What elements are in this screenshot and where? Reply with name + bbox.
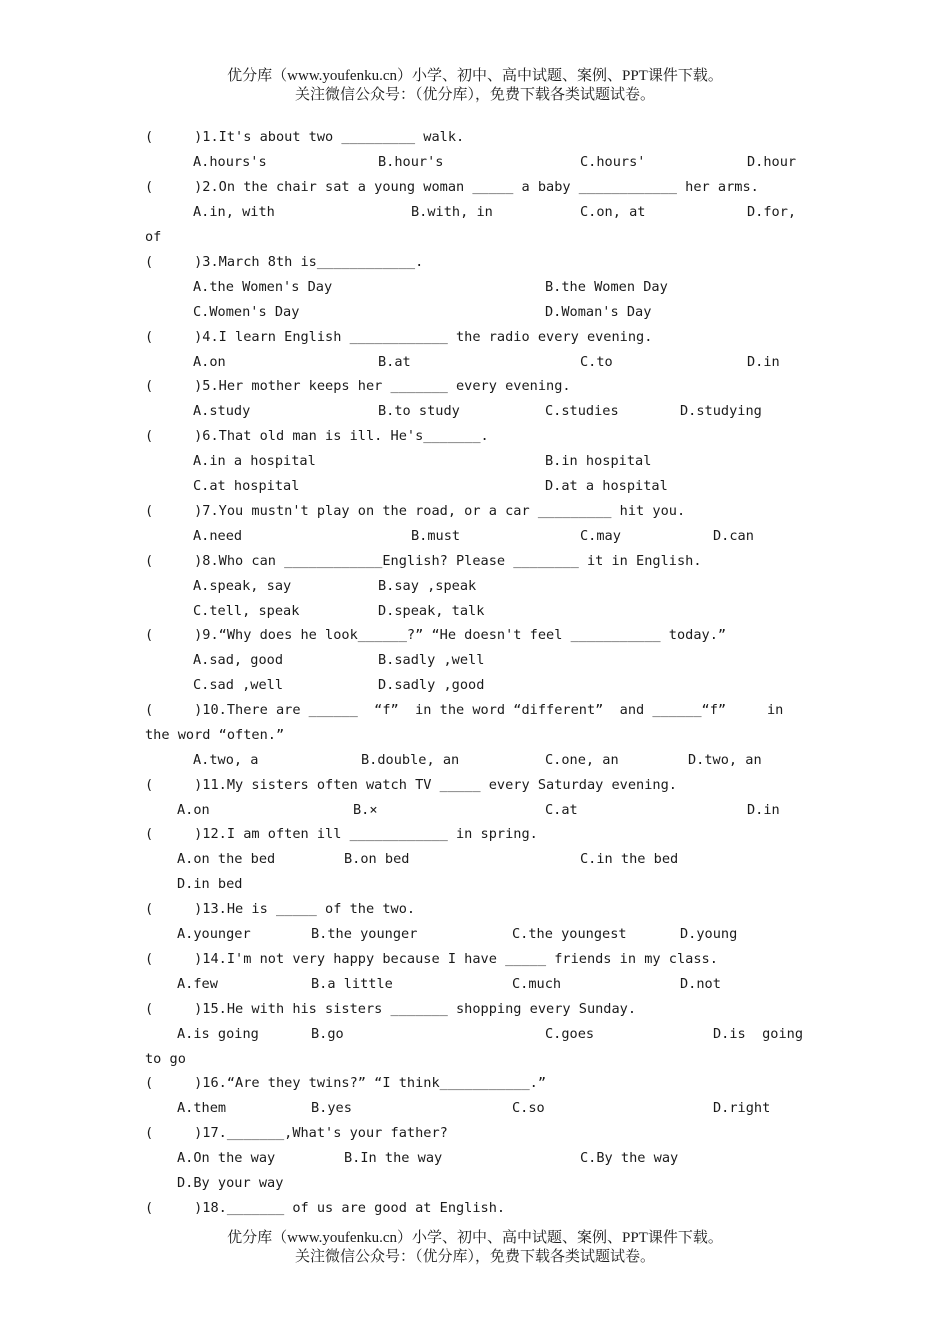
question-stem: ( )4.I learn English ____________ the radio every evening. <box>145 329 653 345</box>
option-c: C.Women's Day <box>193 304 300 320</box>
option-c: C.at <box>545 802 578 818</box>
question-stem: ( )7.You mustn't play on the road, or a car _________ hit you. <box>145 503 686 519</box>
option-b: B.× <box>353 802 378 818</box>
question-stem: ( )5.Her mother keeps her _______ every evening. <box>145 378 571 394</box>
option-c: C.sad ,well <box>193 677 284 693</box>
question-stem: ( )16.“Are they twins?” “I think___________.” <box>145 1075 547 1091</box>
option-d: D.hour <box>747 154 797 170</box>
option-a: A.sad, good <box>193 652 284 668</box>
option-d: D.not <box>680 976 721 992</box>
option-b: B.to study <box>378 403 460 419</box>
option-b: B.In the way <box>344 1150 443 1166</box>
option-d: D.at a hospital <box>545 478 668 494</box>
option-d: D.two, an <box>688 752 762 768</box>
question-stem: ( )2.On the chair sat a young woman _____ a baby ____________ her arms. <box>145 179 759 195</box>
option-b: B.say ,speak <box>378 578 477 594</box>
option-c: C.so <box>512 1100 545 1116</box>
option-d: D.can <box>713 528 754 544</box>
footer-line-1: 优分库（www.youfenku.cn）小学、初中、高中试题、案例、PPT课件下载。 <box>227 1230 723 1246</box>
option-a: A.in a hospital <box>193 453 316 469</box>
option-c: C.hours' <box>580 154 646 170</box>
option-c: C.one, an <box>545 752 619 768</box>
option-b: B.double, an <box>361 752 460 768</box>
question-stem: ( )10.There are ______ “f” in the word “different” and ______“f” in <box>145 702 784 718</box>
option-b: B.at <box>378 354 411 370</box>
option-b: B.in hospital <box>545 453 652 469</box>
option-b: B.go <box>311 1026 344 1042</box>
option-a: A.them <box>177 1100 227 1116</box>
question-stem: ( )17._______,What's your father? <box>145 1125 448 1141</box>
option-b: B.the Women Day <box>545 279 668 295</box>
option-b: B.hour's <box>378 154 444 170</box>
option-c: C.in the bed <box>580 851 679 867</box>
option-a: A.hours's <box>193 154 267 170</box>
option-b: B.a little <box>311 976 393 992</box>
question-stem: ( )8.Who can ____________English? Please ________ it in English. <box>145 553 702 569</box>
option-b: B.on bed <box>344 851 410 867</box>
question-stem: ( )3.March 8th is____________. <box>145 254 424 270</box>
option-a: A.on the bed <box>177 851 276 867</box>
question-stem: ( )12.I am often ill ____________ in spring. <box>145 826 538 842</box>
option-a: A.speak, say <box>193 578 292 594</box>
wrapped-text: of <box>145 229 162 245</box>
question-stem: ( )18._______ of us are good at English. <box>145 1200 506 1216</box>
option-d: D.By your way <box>177 1175 284 1191</box>
wrapped-text: the word “often.” <box>145 727 285 743</box>
header-line-2: 关注微信公众号：（优分库），免费下载各类试题试卷。 <box>294 87 655 103</box>
option-d: D.right <box>713 1100 771 1116</box>
option-d: D.is going <box>713 1026 804 1042</box>
option-d: D.studying <box>680 403 762 419</box>
question-stem: ( )1.It's about two _________ walk. <box>145 129 465 145</box>
option-d: D.Woman's Day <box>545 304 652 320</box>
option-d: D.in <box>747 354 780 370</box>
option-b: B.the younger <box>311 926 418 942</box>
option-d: D.speak, talk <box>378 603 485 619</box>
wrapped-text: to go <box>145 1051 186 1067</box>
option-d: D.for, <box>747 204 797 220</box>
option-a: A.the Women's Day <box>193 279 333 295</box>
option-d: D.young <box>680 926 738 942</box>
option-d: D.in <box>747 802 780 818</box>
option-c: C.to <box>580 354 613 370</box>
option-c: C.at hospital <box>193 478 300 494</box>
question-stem: ( )11.My sisters often watch TV _____ every Saturday evening. <box>145 777 677 793</box>
option-a: A.is going <box>177 1026 259 1042</box>
footer-line-2: 关注微信公众号：（优分库），免费下载各类试题试卷。 <box>294 1249 655 1265</box>
option-a: A.on <box>193 354 226 370</box>
question-stem: ( )15.He with his sisters _______ shopping every Sunday. <box>145 1001 637 1017</box>
question-stem: ( )14.I'm not very happy because I have _____ friends in my class. <box>145 951 718 967</box>
option-a: A.in, with <box>193 204 275 220</box>
option-c: C.By the way <box>580 1150 679 1166</box>
option-a: A.need <box>193 528 243 544</box>
question-stem: ( )13.He is _____ of the two. <box>145 901 416 917</box>
option-b: B.yes <box>311 1100 352 1116</box>
option-a: A.two, a <box>193 752 259 768</box>
option-b: B.sadly ,well <box>378 652 485 668</box>
option-a: A.younger <box>177 926 251 942</box>
option-c: C.much <box>512 976 562 992</box>
option-c: C.studies <box>545 403 619 419</box>
question-stem: ( )9.“Why does he look______?” “He doesn't feel ___________ today.” <box>145 627 727 643</box>
option-c: C.the youngest <box>512 926 627 942</box>
option-d: D.sadly ,good <box>378 677 485 693</box>
option-a: A.few <box>177 976 218 992</box>
option-c: C.may <box>580 528 621 544</box>
option-a: A.on <box>177 802 210 818</box>
question-stem: ( )6.That old man is ill. He's_______. <box>145 428 489 444</box>
header-line-1: 优分库（www.youfenku.cn）小学、初中、高中试题、案例、PPT课件下载。 <box>227 68 723 84</box>
option-b: B.with, in <box>411 204 493 220</box>
option-a: A.study <box>193 403 251 419</box>
option-a: A.On the way <box>177 1150 276 1166</box>
option-c: C.goes <box>545 1026 595 1042</box>
option-c: C.tell, speak <box>193 603 300 619</box>
option-d: D.in bed <box>177 876 243 892</box>
option-b: B.must <box>411 528 461 544</box>
option-c: C.on, at <box>580 204 646 220</box>
